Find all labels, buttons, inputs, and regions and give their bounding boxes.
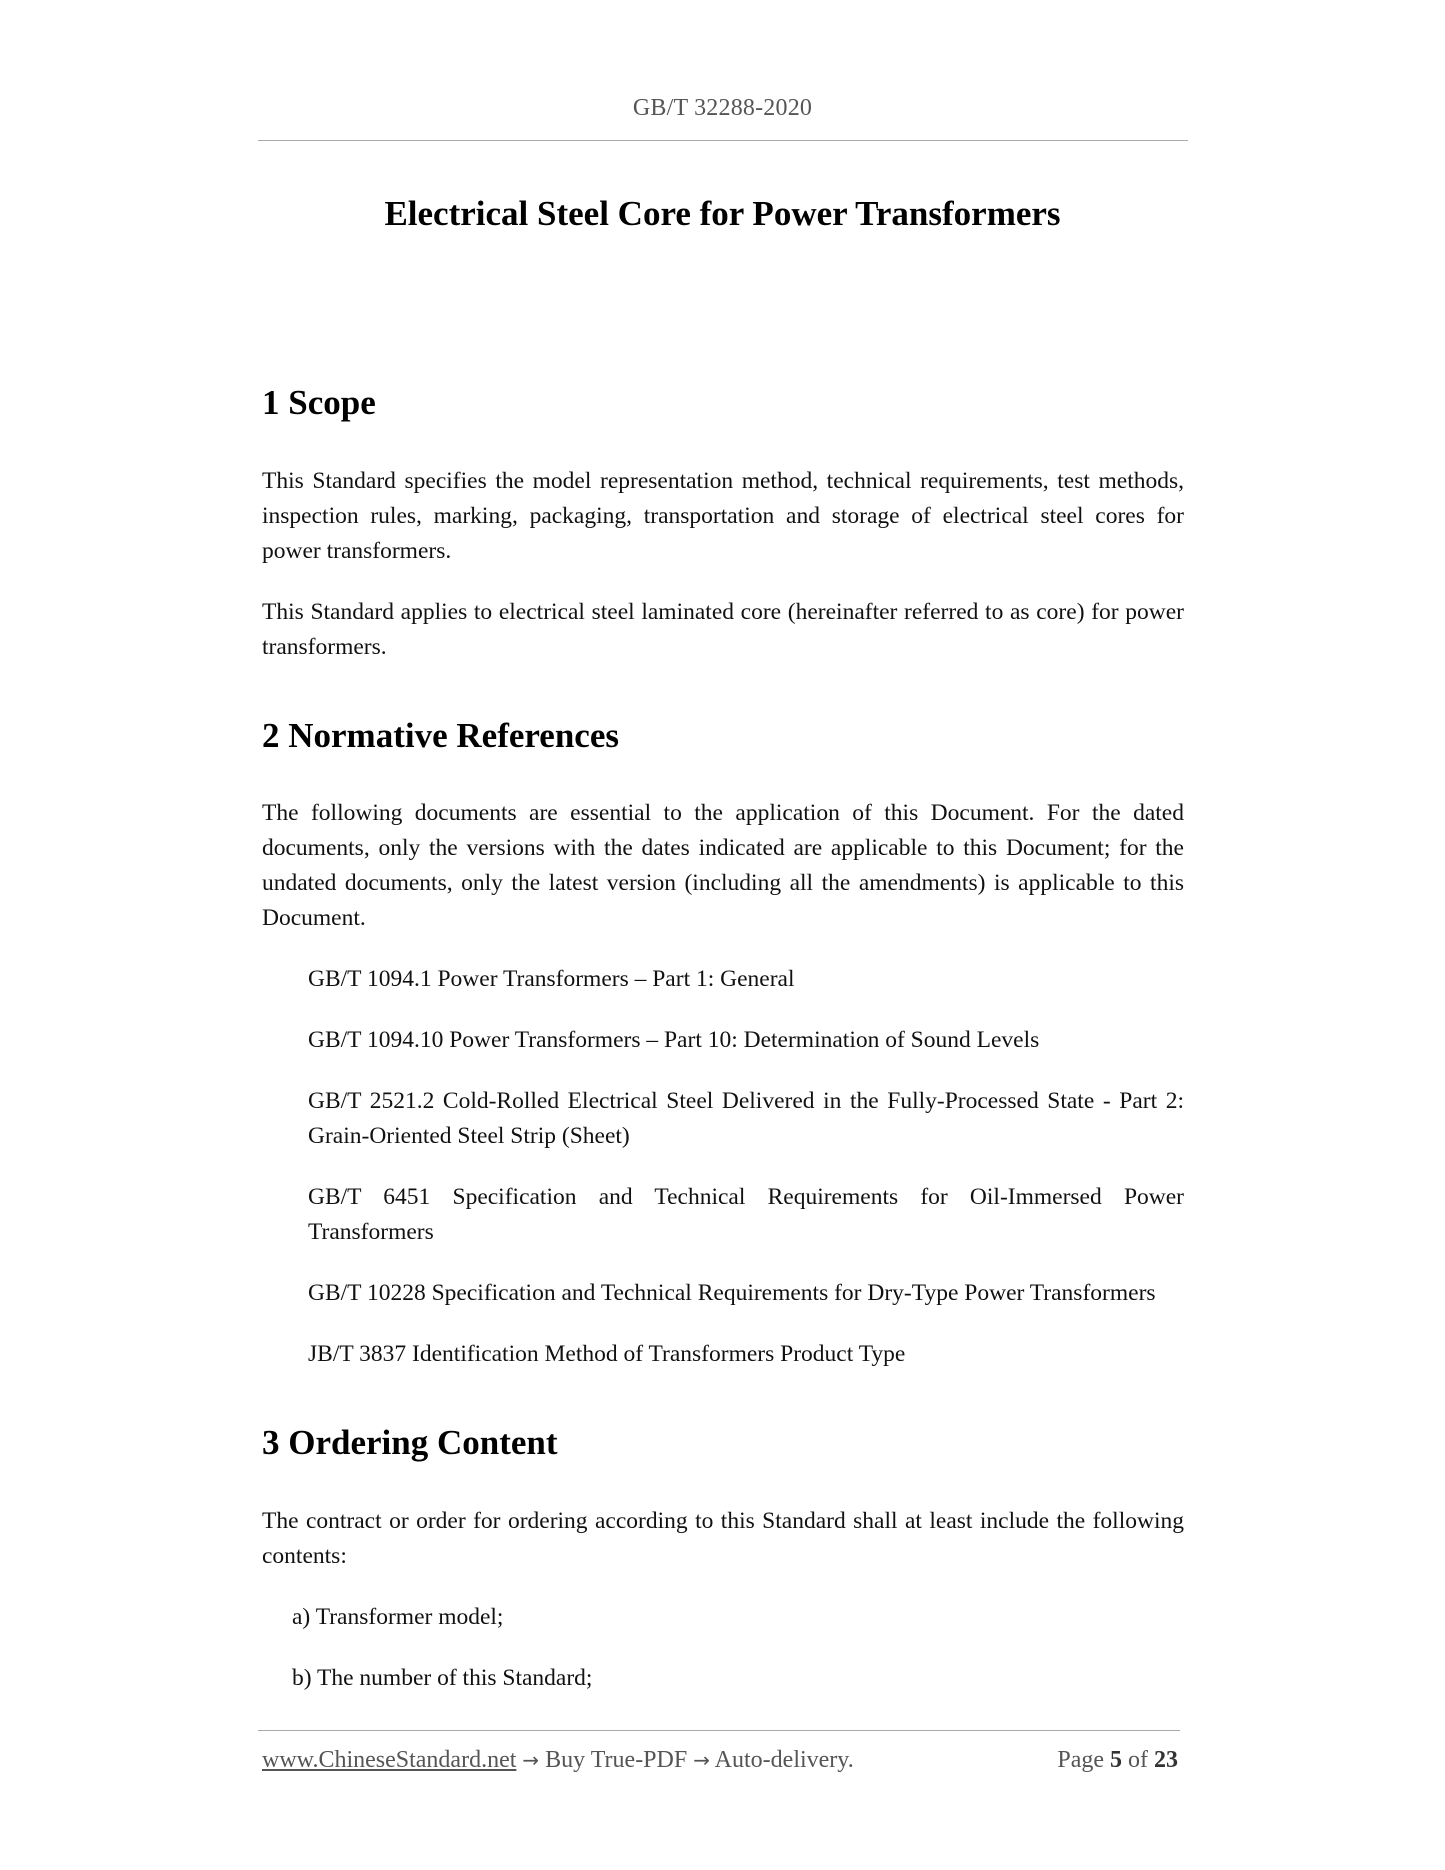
scope-paragraph: This Standard specifies the model representation method, technical requirements, test methods, inspection rules, marking, packaging, transportation and storage of electrical steel cores for power transformers.	[262, 467, 1184, 564]
arrow-right-icon: →	[522, 1748, 540, 1772]
section-heading-normative-references: 2 Normative References	[262, 715, 619, 755]
header-divider	[258, 140, 1188, 141]
reference-item: JB/T 3837 Identification Method of Transformers Product Type	[308, 1341, 906, 1367]
auto-delivery-text: Auto-delivery.	[714, 1747, 854, 1773]
reference-item: GB/T 1094.10 Power Transformers – Part 10: Determination of Sound Levels	[308, 1027, 1040, 1053]
arrow-right-icon: →	[693, 1748, 710, 1772]
page-number: 5	[1110, 1747, 1122, 1773]
page-indicator	[1057, 1747, 1178, 1774]
site-link[interactable]: www.ChineseStandard.net	[262, 1747, 517, 1773]
of-label: of	[1128, 1747, 1148, 1773]
scope-paragraph: This Standard applies to electrical steel laminated core (hereinafter referred to as core) for power transformers.	[262, 598, 1184, 660]
document-body	[262, 380, 1184, 1696]
footer-promo	[262, 1747, 854, 1774]
footer-divider	[258, 1730, 1180, 1731]
reference-item: GB/T 6451 Specification and Technical Requirements for Oil-Immersed Power Transformers	[308, 1184, 1184, 1245]
standard-code-header: GB/T 32288-2020	[632, 95, 813, 121]
ordering-list-item: b) The number of this Standard;	[292, 1664, 593, 1691]
total-pages: 23	[1154, 1747, 1178, 1773]
reference-item: GB/T 10228 Specification and Technical Requirements for Dry-Type Power Transformers	[308, 1280, 1156, 1306]
section-heading-scope: 1 Scope	[262, 383, 376, 422]
normative-references-intro: The following documents are essential to the application of this Document. For the dated documents, only the versions with the dates indicated are applicable to this Document; for the undated documents, only the latest version (including all the amendments) is applicable to this Document.	[262, 800, 1184, 931]
reference-item: GB/T 2521.2 Cold-Rolled Electrical Steel Delivered in the Fully-Processed State - Part 2: Grain-Oriented Steel Strip (Sheet)	[308, 1088, 1184, 1149]
page-footer	[262, 1747, 1178, 1774]
ordering-content-intro: The contract or order for ordering according to this Standard shall at least include the following contents:	[262, 1507, 1184, 1569]
reference-item: GB/T 1094.1 Power Transformers – Part 1: General	[308, 966, 795, 992]
section-heading-ordering-content: 3 Ordering Content	[262, 1423, 558, 1462]
document-title: Electrical Steel Core for Power Transformers	[384, 194, 1061, 233]
ordering-list-item: a) Transformer model;	[292, 1603, 504, 1630]
page-label: Page	[1057, 1747, 1104, 1773]
buy-pdf-text: Buy True-PDF	[545, 1747, 688, 1773]
